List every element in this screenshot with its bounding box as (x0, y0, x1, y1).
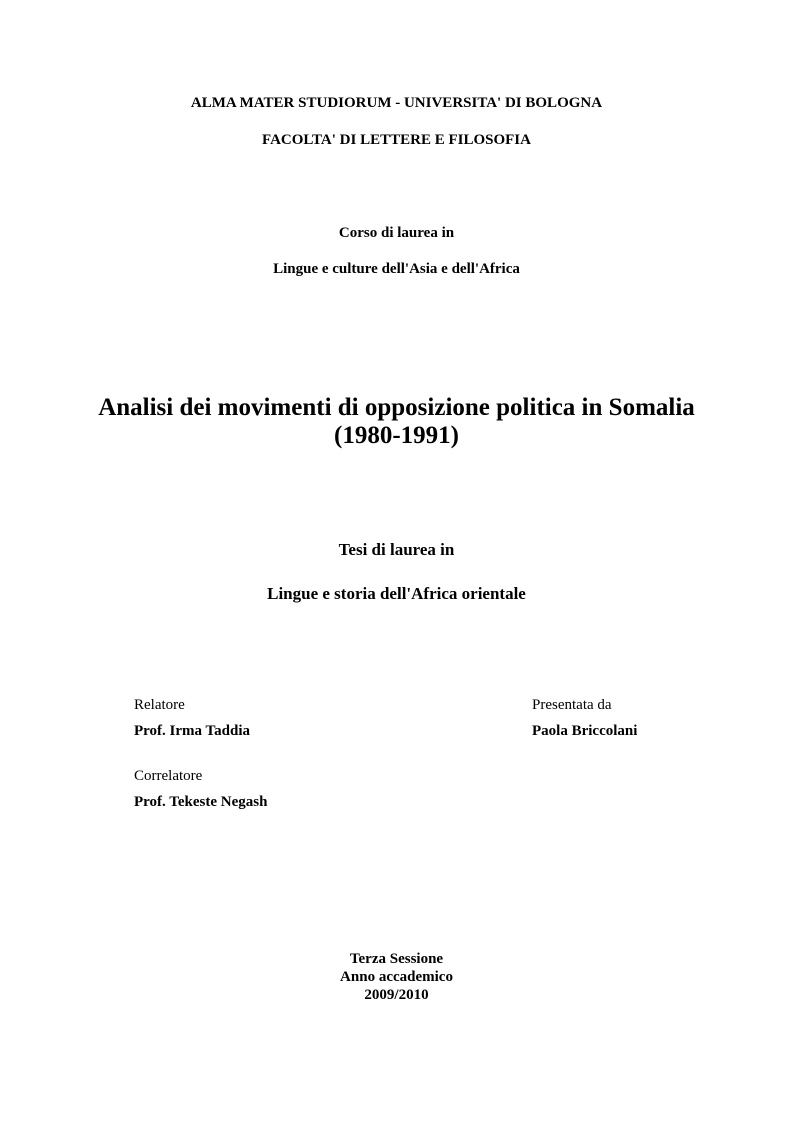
candidate-label: Presentata da (532, 697, 612, 713)
thesis-subject-name: Lingue e storia dell'Africa orientale (267, 584, 526, 603)
session-term: Terza Sessione (349, 951, 444, 967)
candidate-name: Paola Briccolani (532, 723, 638, 739)
co-supervisor-name: Prof. Tekeste Negash (134, 794, 268, 810)
course-label: Corso di laurea in (338, 225, 455, 241)
supervisor-name: Prof. Irma Taddia (134, 723, 250, 739)
thesis-subject-label: Tesi di laurea in (338, 540, 455, 559)
supervisor-label: Relatore (134, 697, 185, 713)
co-supervisor-label: Correlatore (134, 768, 203, 784)
academic-year-label: Anno accademico (340, 969, 453, 985)
thesis-title-line2: (1980-1991) (334, 422, 459, 449)
academic-year: 2009/2010 (364, 987, 429, 1003)
faculty-name: FACOLTA' DI LETTERE E FILOSOFIA (262, 132, 531, 148)
session-block (0, 950, 793, 1004)
thesis-title-line1: Analisi dei movimenti di opposizione politica in Somalia (98, 394, 695, 421)
university-name: ALMA MATER STUDIORUM - UNIVERSITA' DI BOLOGNA (190, 95, 603, 111)
course-name: Lingue e culture dell'Asia e dell'Africa (273, 261, 520, 277)
